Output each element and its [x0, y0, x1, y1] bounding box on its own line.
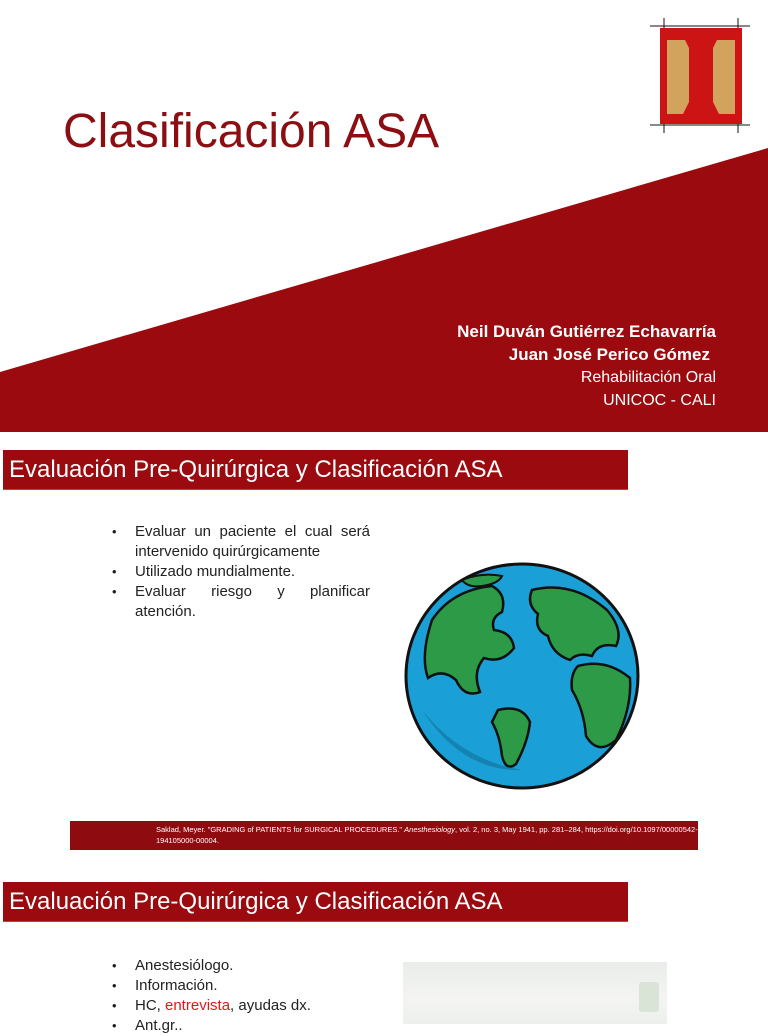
unicoc-logo-icon — [650, 18, 750, 133]
bullet-item: • Anestesiólogo. — [110, 956, 370, 976]
bullet-list — [110, 522, 370, 622]
bullet-text: HC, — [135, 997, 165, 1014]
bullet-item: • Ant.gr.. — [110, 1016, 370, 1036]
author-1: Neil Duván Gutiérrez Echavarría — [457, 322, 716, 341]
reference-journal: Anesthesiology — [404, 825, 456, 834]
globe-illustration — [402, 560, 642, 792]
slide-header: Evaluación Pre-Quirúrgica y Clasificación ASA — [3, 450, 628, 490]
presentation-title: Clasificación ASA — [63, 105, 440, 158]
slide-header: Evaluación Pre-Quirúrgica y Clasificación ASA — [3, 882, 628, 922]
reference-citation — [70, 821, 698, 850]
content-slide-evaluation — [0, 432, 768, 864]
title-slide — [0, 0, 768, 432]
bullet-item: • Evaluar un paciente el cual será intervenido quirúrgicamente — [110, 522, 370, 562]
bullet-list — [110, 956, 370, 1036]
bullet-item — [110, 996, 370, 1016]
institution-label: UNICOC - CALI — [603, 392, 716, 409]
bullet-item: • Utilizado mundialmente. — [110, 562, 370, 582]
bullet-item: • Evaluar riesgo y planificar atención. — [110, 582, 370, 622]
bullet-item: • Información. — [110, 976, 370, 996]
content-slide-evaluation-2 — [0, 864, 768, 1034]
author-block — [457, 320, 716, 412]
reference-prefix: Saklad, Meyer. "GRADING of PATIENTS for SURGICAL PROCEDURES." — [156, 825, 405, 834]
clinic-photo — [403, 962, 667, 1024]
author-2: Juan José Perico Gómez — [508, 345, 710, 364]
bullet-text: , ayudas dx. — [230, 997, 311, 1014]
reference-suffix: , vol. 2, no. 3, May 1941, pp. 281–284, https://doi.org/10.1097/00000542-194105000-00004. — [156, 825, 698, 845]
highlighted-word: entrevista — [165, 997, 231, 1014]
program-label: Rehabilitación Oral — [580, 369, 716, 386]
